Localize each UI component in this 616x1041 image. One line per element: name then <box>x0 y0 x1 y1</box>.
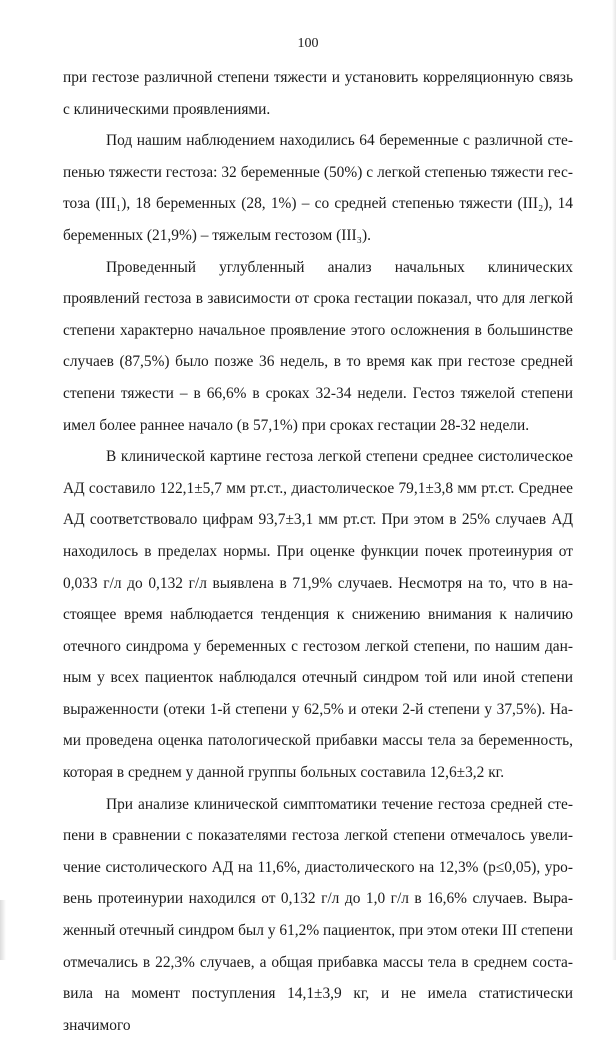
scan-corner-shadow <box>0 900 6 960</box>
paragraph-1: при гестозе различной степени тяжести и установить корреляционную связь с клиническими проявлениями. <box>63 69 573 118</box>
paragraph-2: Под нашим наблюдением находились 64 беременные с различной степенью тяжести гестоза: 32 беременные (50%) с легкой степенью тяжести гестоза (III₁), 18 беременных (28, 1%) – со средней степенью тяжести (III₂), 14 беременных (21,9%) – тяжелым гестозом (III₃). <box>63 132 573 244</box>
paragraph-4: В клинической картине гестоза легкой степени среднее систолическое АД составило 122,1±5,7 мм рт.ст., диастолическое 79,1±3,8 мм рт.ст. Среднее АД соответствовало цифрам 93,7±3,1 мм рт.ст. При этом в 25% случаев АД находилось в пределах нормы. При оценке функции почек протеинурия от 0,033 г/л до 0,132 г/л выявлена в 71,9% случаев. Несмотря на то, что в настоящее время наблюдается тенденция к снижению внимания к наличию отечного синдрома у беременных с гестозом легкой степени, по нашим данным у всех пациенток наблюдался отечный синдром той или иной степени выраженности (отеки 1-й степени у 62,5% и отеки 2-й степени у 37,5%). Нами проведена оценка патологической прибавки массы тела за беременность, которая в среднем у данной группы больных составила 12,6±3,2 кг. <box>63 448 573 782</box>
paragraph-5: При анализе клинической симптоматики течение гестоза средней степени в сравнении с показателями гестоза легкой степени отмечалось увеличение систолического АД на 11,6%, диастолического на 12,3% (р≤0,05), уровень протеинурии находился от 0,132 г/л до 1,0 г/л в 16,6% случаев. Выраженный отечный синдром был у 61,2% пациенток, при этом отеки III степени отмечались в 22,3% случаев, а общая прибавка массы тела в среднем составила на момент поступления 14,1±3,9 кг, и не имела статистически значимого <box>63 795 573 1034</box>
page-number: 100 <box>297 36 319 51</box>
body-text <box>63 62 573 1041</box>
scan-edge-shadow <box>612 0 616 960</box>
paragraph-3: Проведенный углубленный анализ начальных клинических проявлений гестоза в зависимости от срока гестации показал, что для легкой степени характерно начальное проявление этого осложнения в большинстве случаев (87,5%) было позже 36 недель, в то время как при гестозе средней степени тяжести – в 66,6% в сроках 32-34 недели. Гестоз тяжелой степени имел более раннее начало (в 57,1%) при сроках гестации 28-32 недели. <box>63 258 573 434</box>
